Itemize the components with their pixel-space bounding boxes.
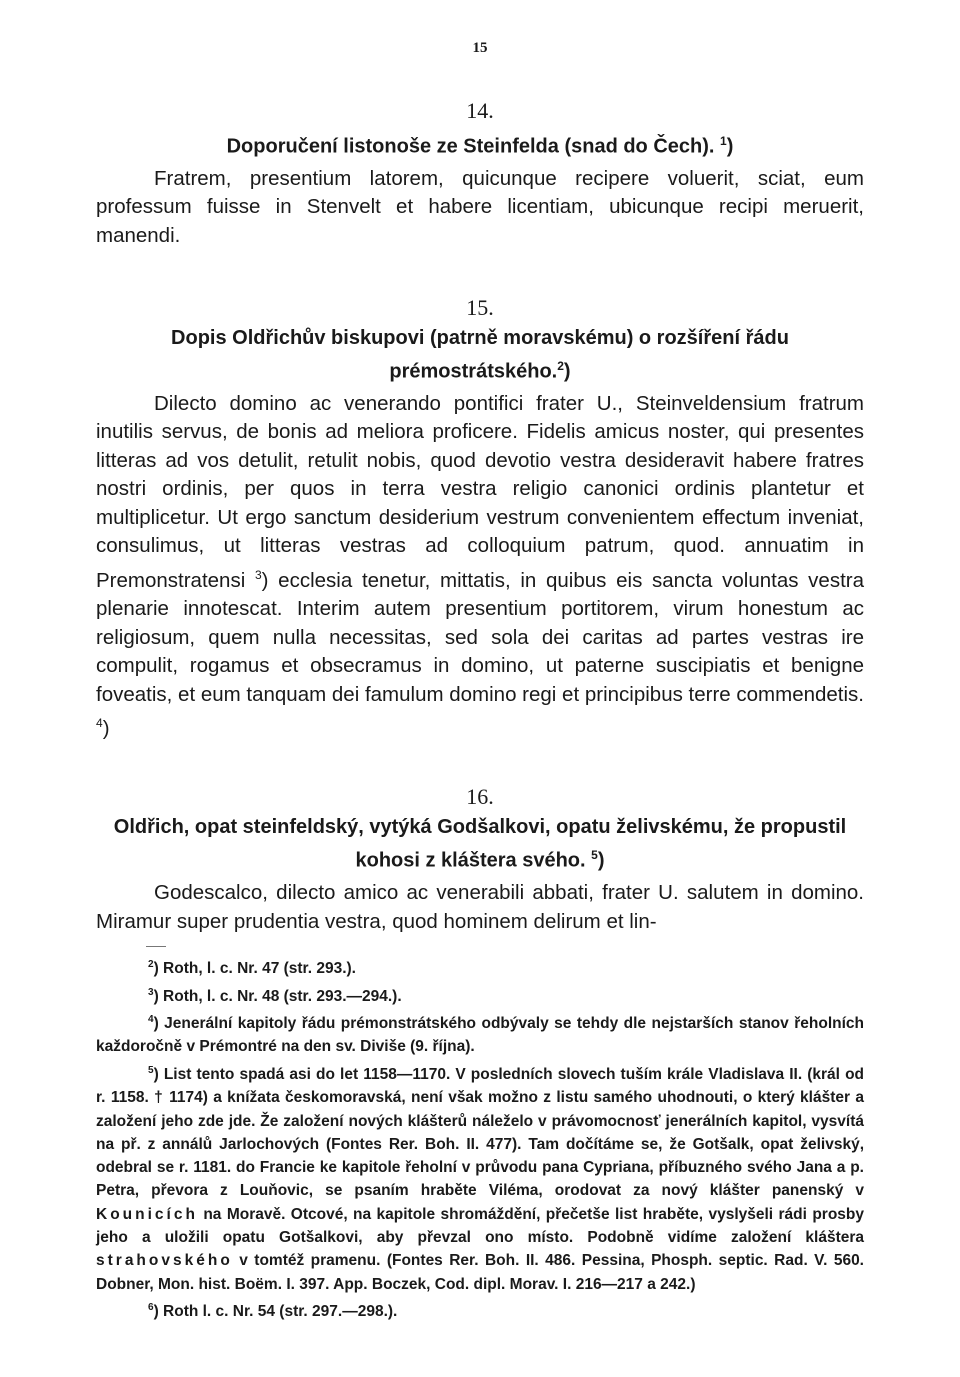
footnote-4 <box>96 1008 864 1059</box>
footnote-mark: 3 <box>148 986 154 998</box>
footnote-2 <box>96 953 864 980</box>
title-text: Dopis Oldřichův biskupovi (patrně moravskému) o rozšíření řádu prémostrátského. <box>171 327 789 383</box>
document-title <box>96 127 864 161</box>
document-text: Godescalco, dilecto amico ac venerabili abbati, frater U. salutem in domino. Miramur super prudentia vestra, quod hominem delirum et lin- <box>96 881 864 933</box>
spacer <box>96 743 864 783</box>
document-page <box>96 40 864 1323</box>
footnote-text: ) Roth l. c. Nr. 54 (str. 297.—298.). <box>153 1303 398 1321</box>
text-part: Dilecto domino ac venerando pontifici frater U., Steinveldensium fratrum inutilis servus, de bonis ad meliora proficere. Fidelis amicus noster, qui presentes litteras ad vos detulit, retulit nobis, quod devotio vestra desideravit habere fratres nostri ordinis, per quos in terra vestra religio canonici ordinis plantetur et multiplicetur. Ut ergo sanctum desiderium vestrum convenientem effectum inveniat, consulimus, ut litteras vestras ad colloquium patrum, quod. annuatim in Premonstratensi <box>96 391 864 592</box>
document-number: 16. <box>466 784 494 810</box>
footnotes <box>96 953 864 1323</box>
footnote-ref: 1 <box>720 134 727 148</box>
title-text: Oldřich, opat steinfeldský, vytýká Godšalkovi, opatu želivskému, že propustil kohosi z kláštera svého. <box>113 816 847 873</box>
footnote-ref-close: ) <box>597 850 605 873</box>
document-14 <box>96 97 864 250</box>
text-part: ) ecclesia tenetur, mittatis, in quibus eis sancta voluntas vestra plenarie innotescat. Interim autem presentium portitorem, virum honestum ac religiosum, quem nulla necessitas, sed sola dei caritas ad partes vestras ire compulit, rogamus et obsecramus in domino, ut paterne suscipiatis et benigne foveatis, et eum tanquam dei famulum domino regi et principibus terre commendetis. <box>96 568 864 706</box>
footnote-ref: 4 <box>96 716 103 731</box>
document-15 <box>96 294 864 743</box>
footnote-text: ) Roth, l. c. Nr. 48 (str. 293.—294.). <box>153 987 402 1005</box>
title-text: Doporučení listonoše ze Steinfelda (snad do Čech). <box>226 135 715 158</box>
footnote-spaced-word: Kounicích <box>96 1205 198 1223</box>
footnote-text: ) List tento spadá asi do let 1158—1170. V posledních slovech tuším krále Vladislava II. (král od r. 1158. † 1174) a knížata českomoravská, není však možno z listu samého uhodnouti, o který klášter a založení jeho zde jde. Že založení nových klášterů náleželo v právomocnosť jenerálních kapitol, vysvítá na př. z annálů Jarlochových (Fontes Rer. Boh. II. 477). Tam dočítáme se, že Gotšalk, opat želivský, odebral se r. 1181. do Francie ke kapitole řeholní v průvodu pana Cypriana, příbuzného svého Jana a p. Petra, převora z Louňovic, se psaním hraběte Viléma, orodovat za nový klášter panenský v <box>96 1065 864 1200</box>
footnote-mark: 5 <box>148 1064 154 1076</box>
document-number: 15. <box>466 295 494 321</box>
document-text: Fratrem, presentium latorem, quicunque recipere voluerit, sciat, eum professum fuisse in Stenvelt et habere licentiam, ubicunque recipi meruerit, manendi. <box>96 166 864 247</box>
footnote-ref-close: ) <box>563 360 571 383</box>
document-16 <box>96 783 864 936</box>
footnote-text: na Moravě. Otcové, na kapitole shromáždění, přečetše list hraběte, vyslyšeli rádi prosby jeho a uložili opatu Gotšalkovi, aby převzal ono místo. Podobně vidíme založení kláštera <box>96 1205 864 1247</box>
document-text <box>96 390 864 744</box>
page-number: 15 <box>472 40 488 56</box>
footnote-mark: 4 <box>148 1014 154 1026</box>
footnote-6 <box>96 1296 864 1323</box>
document-title <box>96 324 864 386</box>
footnote-mark: 2 <box>148 959 154 971</box>
footnote-text: v tomtéž pramenu. (Fontes Rer. Boh. II. 486. Pessina, Phosph. septic. Rad. V. 560. Dobner, Mon. hist. Boëm. I. 397. App. Boczek, Cod. dipl. Morav. I. 216—217 a 242.) <box>96 1252 864 1293</box>
footnote-ref: 3 <box>254 567 262 582</box>
footnote-text: ) Jenerální kapitoly řádu prémonstrátského odbývaly se tehdy dle nejstarších stanov řeholních každoročně v Prémontré na den sv. Diviše (9. října). <box>96 1015 864 1056</box>
document-number: 14. <box>466 98 494 123</box>
spacer <box>96 250 864 294</box>
footnote-mark: 6 <box>148 1301 154 1313</box>
footnote-ref: 2 <box>557 359 564 374</box>
footnote-text: ) Roth, l. c. Nr. 47 (str. 293.). <box>153 960 356 978</box>
document-title <box>96 813 864 875</box>
footnote-ref: 5 <box>591 848 598 863</box>
footnote-5 <box>96 1059 864 1296</box>
footnote-ref-close: ) <box>726 135 734 158</box>
text-part: ) <box>102 716 110 740</box>
footnote-divider <box>146 946 166 947</box>
footnote-spaced-word: strahovského <box>96 1252 233 1270</box>
footnote-3 <box>96 981 864 1008</box>
